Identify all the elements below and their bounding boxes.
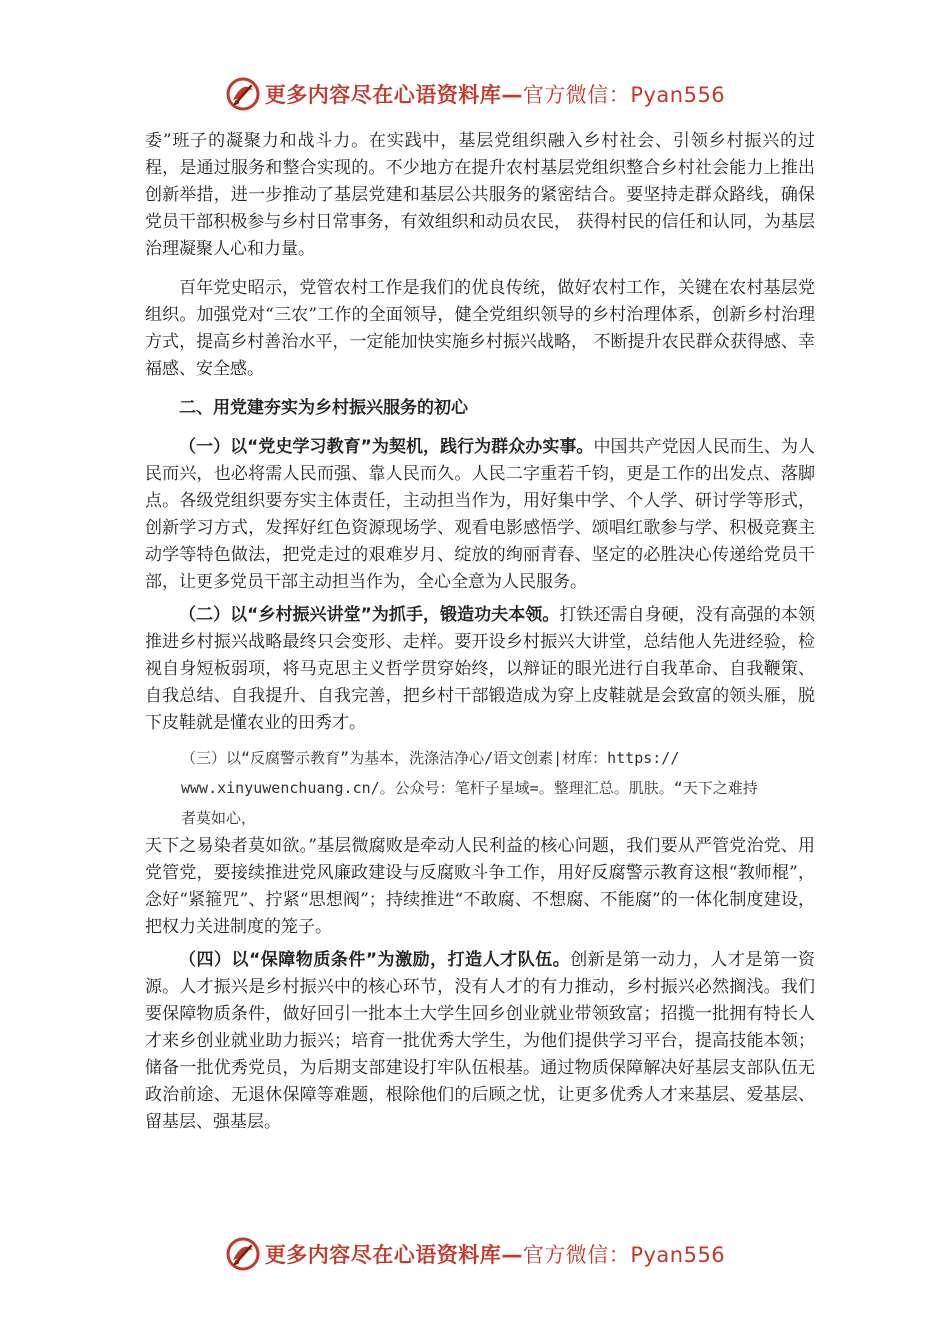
banner-text (265, 1239, 725, 1269)
wechat-id: Pyan556 (630, 83, 726, 107)
subsection-4 (145, 947, 815, 1136)
subsection-3-line-3: 者莫如心， (181, 809, 257, 827)
subsection-1 (145, 434, 815, 596)
subsection-2-body: 打铁还需自身硬，没有高强的本领推进乡村振兴战略最终只会变形、走样。要开设乡村振兴大讲堂，总结他人先进经验，检视自身短板弱项，将马克思主义哲学贯穿始终，以辩证的眼光进行自我革命、自我鞭策、自我总结、自我提升、自我完善，把乡村干部锻造成为穿上皮鞋就是会致富的领头雁，脱下皮鞋就是懂农业的田秀才。 (145, 605, 815, 733)
section-heading-2: 二、用党建夯实为乡村振兴服务的初心 (179, 398, 468, 418)
subsection-3-line-1: （三）以“反腐警示教育”为基本，洗涤洁净心/语文创素|材库：https:// (181, 749, 680, 767)
paragraph-1: 委”班子的凝聚力和战斗力。在实践中，基层党组织融入乡村社会、引领乡村振兴的过程，是通过服务和整合实现的。不少地方在提升农村基层党组织整合乡村社会能力上推出创新举措，进一步推动了基层党建和基层公共服务的紧密结合。要坚持走群众路线，确保党员干部积极参与乡村日常事务，有效组织和动员农民， 获得村民的信任和认同，为基层治理凝聚人心和力量。 (145, 131, 815, 259)
wechat-id: Pyan556 (630, 1243, 726, 1267)
library-logo-icon (225, 76, 261, 112)
wechat-label: 官方微信： (522, 83, 631, 107)
footer-banner (0, 1232, 950, 1276)
header-banner (0, 72, 950, 116)
subsection-1-body: 中国共产党因人民而生、为人民而兴，也必将需人民而强、靠人民而久。人民二字重若千钧，更是工作的出发点、落脚点。各级党组织要夯实主体责任，主动担当作为，用好集中学、个人学、研讨学等形式，创新学习方式，发挥好红色资源现场学、观看电影感悟学、颂唱红歌参与学、积极竞赛主动学等特色做法，把党走过的艰难岁月、绽放的绚丽青春、坚定的必胜决心传递给党员干部，让更多党员干部主动担当作为，全心全意为人民服务。 (145, 437, 815, 592)
banner-title: 更多内容尽在心语资料库 (264, 83, 502, 107)
subsection-2-title: （二）以“乡村振兴讲堂”为抓手，锻造功夫本领。 (179, 605, 560, 625)
library-logo-icon (225, 1236, 261, 1272)
subsection-4-body: 创新是第一动力，人才是第一资源。人才振兴是乡村振兴中的核心环节，没有人才的有力推动，乡村振兴必然搁浅。我们要保障物质条件，做好回引一批本土大学生回乡创业就业带领致富；招揽一批拥有特长人才来乡创业就业助力振兴；培育一批优秀大学生，为他们提供学习平台，提高技能本领；储备一批优秀党员，为后期支部建设打牢队伍根基。通过物质保障解决好基层支部队伍无政治前途、无退休保障等难题，根除他们的后顾之忧，让更多优秀人才来基层、爱基层、留基层、强基层。 (145, 950, 815, 1132)
subsection-3-body: 天下之易染者莫如欲。”基层微腐败是牵动人民利益的核心问题，我们要从严管党治党、用党管党，要接续推进党风廉政建设与反腐败斗争工作，用好反腐警示教育这根“教师棍”，念好“紧箍咒”、拧紧“思想阀”；持续推进“不敢腐、不想腐、不能腐”的一体化制度建设，把权力关进制度的笼子。 (145, 836, 815, 937)
banner-dash: — (501, 83, 523, 107)
banner-text (265, 79, 725, 109)
wechat-label: 官方微信： (522, 1243, 631, 1267)
subsection-4-title: （四）以“保障物质条件”为激励，打造人才队伍。 (179, 950, 571, 970)
subsection-2 (145, 602, 815, 737)
banner-title: 更多内容尽在心语资料库 (264, 1243, 502, 1267)
document-body (145, 128, 815, 1136)
paragraph-2: 百年党史昭示，党管农村工作是我们的优良传统，做好农村工作，关键在农村基层党组织。加强党对“三农”工作的全面领导，健全党组织领导的乡村治理体系，创新乡村治理方式，提高乡村善治水平，一定能加快实施乡村振兴战略， 不断提升农民群众获得感、幸福感、安全感。 (145, 278, 815, 379)
subsection-1-title: （一）以“党史学习教育”为契机，践行为群众办实事。 (179, 437, 594, 457)
banner-dash: — (501, 1243, 523, 1267)
subsection-3-line-2: www.xinyuwenchuang.cn/。公众号：笔杆子星域=。整理汇总。肌肤。“天下之难持 (181, 779, 758, 797)
